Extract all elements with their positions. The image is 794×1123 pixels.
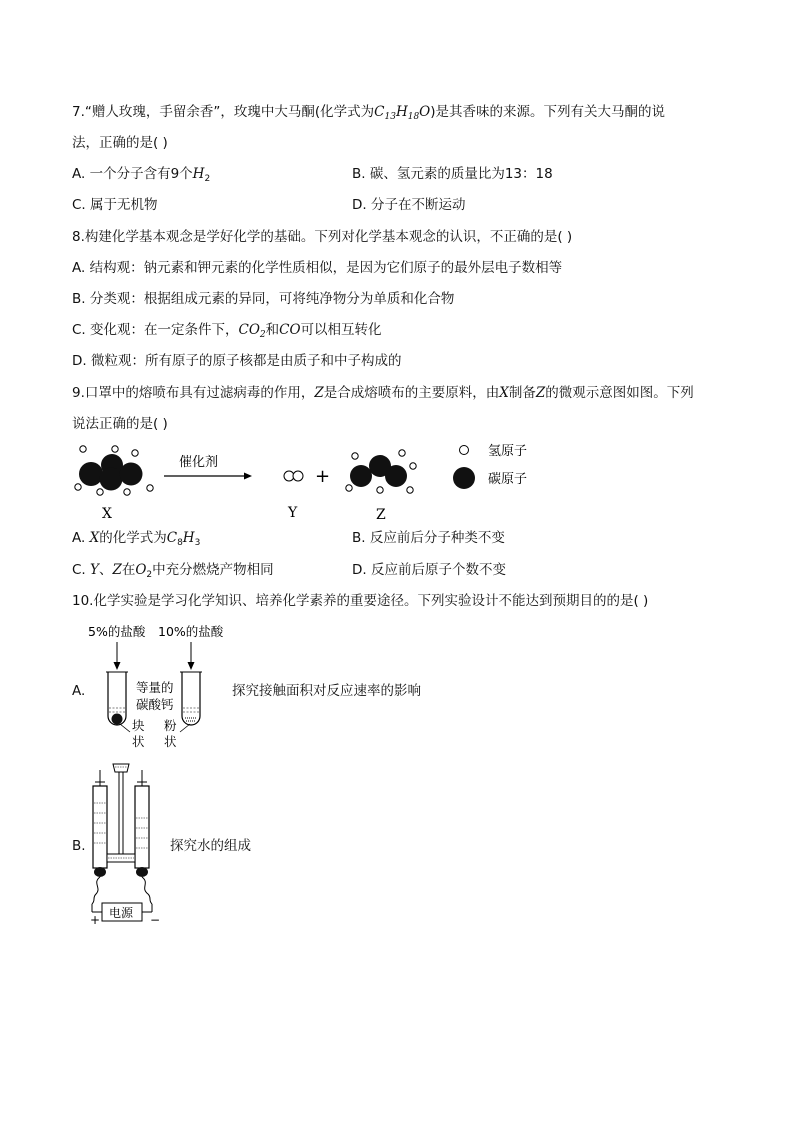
calcium-carbonate-label: 碳酸钙 bbox=[136, 697, 174, 712]
formula-c-sub: 13 bbox=[384, 112, 396, 122]
label-z: Z bbox=[376, 507, 386, 523]
q9-option-c-z: Z bbox=[112, 562, 122, 578]
plus-sign: + bbox=[315, 466, 331, 487]
q7-stem-part-b: )是其香味的来源。下列有关大马酮的说 bbox=[430, 104, 666, 120]
legend-carbon-icon bbox=[453, 467, 475, 489]
q8-formula-co: CO bbox=[279, 322, 301, 338]
test-tube-right bbox=[180, 672, 202, 725]
formula-h-sub: 18 bbox=[407, 112, 420, 122]
test-tube-left bbox=[106, 672, 128, 725]
q9-stem-line2: 说法正确的是( ) bbox=[72, 416, 168, 432]
q10-option-a-apparatus bbox=[80, 620, 240, 755]
molecule-x bbox=[75, 446, 153, 495]
q9-option-a-mid: 的化学式为 bbox=[99, 530, 167, 546]
q10-stem: 10.化学实验是学习化学知识、培养化学素养的重要途径。下列实验设计不能达到预期目的的是( ) bbox=[72, 593, 649, 609]
q7-stem-line1 bbox=[72, 103, 665, 121]
q10-option-a-text: 探究接触面积对反应速率的影响 bbox=[232, 683, 421, 699]
q8-formula-co2-sub: 2 bbox=[259, 330, 266, 340]
q7-option-b: B. 碳、氢元素的质量比为13：18 bbox=[352, 166, 553, 182]
q7-option-d: D. 分子在不断运动 bbox=[352, 197, 466, 213]
q9-stem-part-c: 制备 bbox=[508, 385, 536, 401]
label-y: Y bbox=[288, 505, 298, 521]
q7-option-c: C. 属于无机物 bbox=[72, 197, 158, 213]
q9-option-a-h-sub: 3 bbox=[194, 538, 201, 548]
q8-option-c-part-a: C. 变化观：在一定条件下， bbox=[72, 322, 239, 338]
q8-formula-co2: CO bbox=[238, 322, 260, 338]
q9-option-c-tail: 中充分燃烧产物相同 bbox=[152, 562, 274, 578]
molecule-z bbox=[346, 450, 416, 493]
label-x: X bbox=[102, 506, 112, 522]
q9-stem-line1 bbox=[72, 384, 694, 402]
negative-terminal: − bbox=[150, 913, 161, 927]
reaction-arrowhead bbox=[244, 473, 252, 480]
q10-option-b-text: 探究水的组成 bbox=[170, 838, 251, 854]
q7-option-a-h: H bbox=[192, 166, 205, 182]
q7-stem-part-a: 7.“赠人玫瑰，手留余香”，玫瑰中大马酮(化学式为 bbox=[72, 104, 375, 120]
q9-option-a-c-sub: 8 bbox=[177, 538, 183, 548]
q9-var-z: Z bbox=[314, 385, 324, 401]
q7-option-a bbox=[72, 165, 210, 183]
q7-option-a-text: A. 一个分子含有9个 bbox=[72, 166, 193, 182]
lump-label-1: 块 bbox=[132, 718, 145, 733]
acid-10-label: 10%的盐酸 bbox=[158, 624, 224, 639]
q9-option-b: B. 反应前后分子种类不变 bbox=[352, 530, 505, 546]
q9-option-a-x: X bbox=[89, 530, 100, 546]
q10-option-a-letter: A. bbox=[72, 683, 86, 699]
q9-option-c-o: O bbox=[135, 562, 147, 578]
formula-o: O bbox=[419, 104, 431, 120]
q9-option-c-y: Y bbox=[90, 562, 99, 578]
legend-hydrogen-label: 氢原子 bbox=[488, 444, 528, 459]
formula-h: H bbox=[395, 104, 408, 120]
q9-option-a-prefix: A. bbox=[72, 530, 90, 546]
q9-option-c-sep: 、 bbox=[98, 562, 113, 578]
q9-option-a-h: H bbox=[182, 530, 195, 546]
lump-label-2: 状 bbox=[132, 734, 145, 749]
q8-option-c-part-c: 可以相互转化 bbox=[300, 322, 382, 338]
q9-var-x: X bbox=[499, 385, 509, 401]
molecule-y bbox=[284, 471, 303, 481]
powder-label-2: 状 bbox=[164, 734, 177, 749]
q9-var-z-2: Z bbox=[535, 385, 546, 401]
power-source-label: 电源 bbox=[109, 906, 134, 920]
legend-hydrogen-icon bbox=[460, 446, 469, 455]
q9-stem-part-b: 是合成熔喷布的主要原料，由 bbox=[323, 385, 500, 401]
q9-option-a bbox=[72, 529, 200, 547]
powder-label-1: 粉 bbox=[164, 718, 177, 733]
q9-reaction-diagram bbox=[60, 440, 560, 525]
q9-option-c-o-sub: 2 bbox=[146, 570, 153, 580]
q8-option-b: B. 分类观：根据组成元素的异同，可将纯净物分为单质和化合物 bbox=[72, 291, 455, 307]
q8-option-a: A. 结构观：钠元素和钾元素的化学性质相似，是因为它们原子的最外层电子数相等 bbox=[72, 260, 563, 276]
q9-stem-part-d: 的微观示意图如图。下列 bbox=[545, 385, 694, 401]
q8-option-c bbox=[72, 321, 382, 339]
q9-option-c-mid: 在 bbox=[121, 562, 136, 578]
equal-amount-label: 等量的 bbox=[136, 680, 174, 695]
acid-5-label: 5%的盐酸 bbox=[88, 624, 146, 639]
q8-option-c-part-b: 和 bbox=[265, 322, 280, 338]
q8-stem: 8.构建化学基本观念是学好化学的基础。下列对化学基本观念的认识，不正确的是( ) bbox=[72, 229, 573, 245]
legend-carbon-label: 碳原子 bbox=[488, 472, 528, 487]
formula-c: C bbox=[374, 104, 385, 120]
q9-stem-part-a: 9.口罩中的熔喷布具有过滤病毒的作用， bbox=[72, 385, 315, 401]
positive-terminal: + bbox=[90, 913, 101, 927]
catalyst-label: 催化剂 bbox=[179, 455, 219, 470]
q9-option-a-c: C bbox=[166, 530, 178, 546]
q10-option-b-electrolysis-apparatus bbox=[82, 758, 182, 928]
q8-option-d: D. 微粒观：所有原子的原子核都是由质子和中子构成的 bbox=[72, 353, 402, 369]
q7-option-a-sub: 2 bbox=[204, 174, 211, 184]
q9-option-c-prefix: C. bbox=[72, 562, 91, 578]
q9-option-c bbox=[72, 561, 274, 579]
q7-stem-line2: 法，正确的是( ) bbox=[72, 135, 168, 151]
q9-option-d: D. 反应前后原子个数不变 bbox=[352, 562, 506, 578]
q10-option-b-letter: B. bbox=[72, 838, 86, 854]
